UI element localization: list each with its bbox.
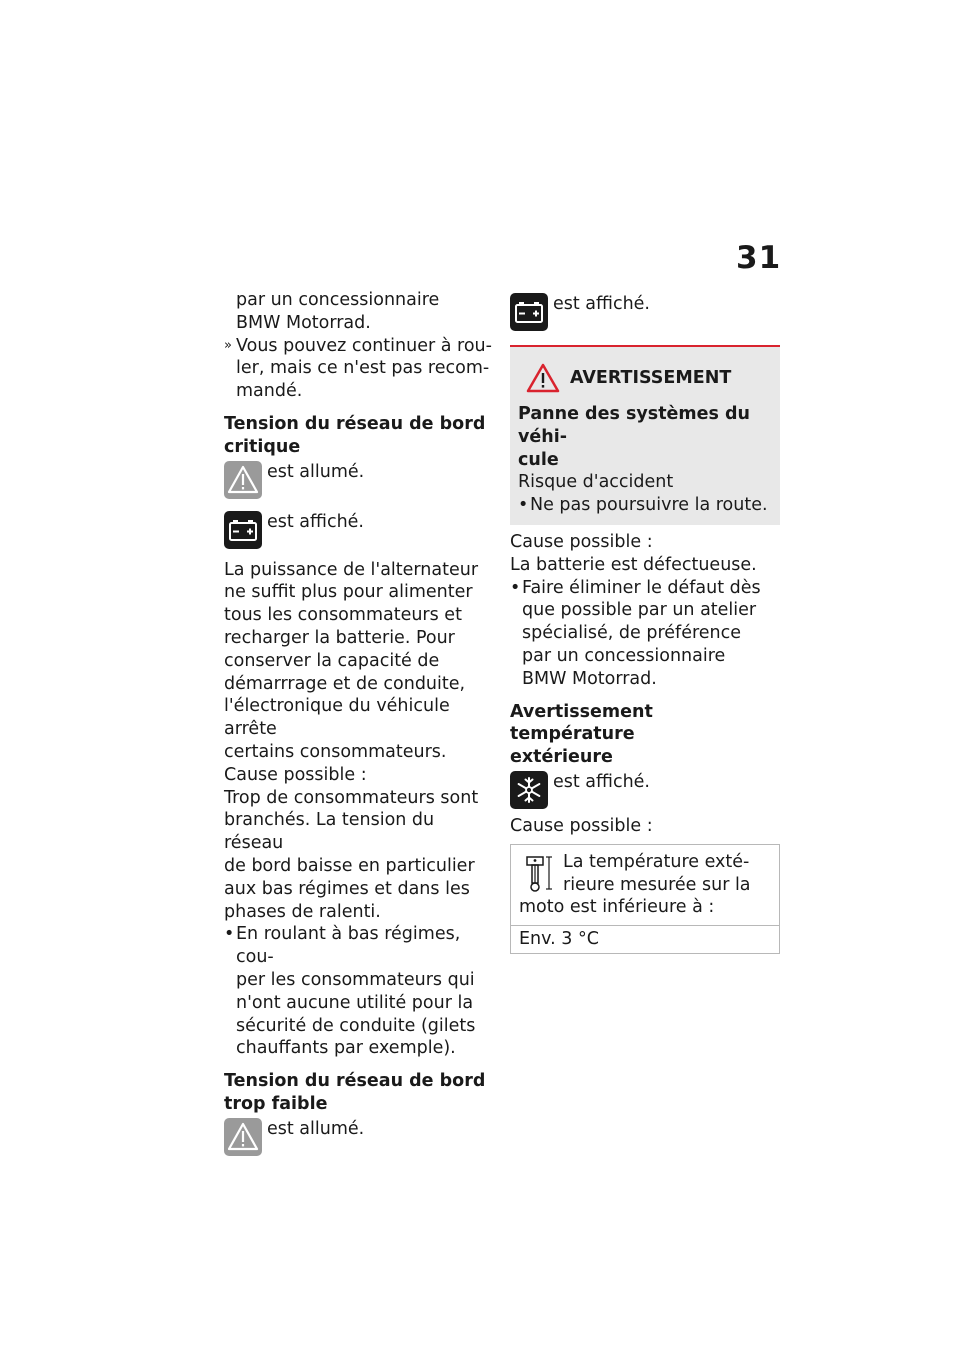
warning-subject-line: Panne des systèmes du véhi- [518, 404, 751, 447]
warning-title [518, 363, 772, 393]
paragraph-line: aux bas régimes et dans les [224, 878, 470, 899]
section-heading-low-voltage [224, 1070, 492, 1116]
temperature-value: Env. 3 °C [519, 929, 599, 950]
explanation-paragraph [224, 559, 492, 764]
result-item [224, 335, 492, 403]
heading-line: Tension du réseau de bord [224, 413, 486, 434]
section-heading-outside-temperature [510, 701, 780, 769]
indicator-text: est allumé. [267, 1118, 365, 1139]
action-bullet [224, 923, 492, 1060]
continued-text-line: BMW Motorrad. [236, 312, 371, 333]
bullet-line: n'ont aucune utilité pour la [236, 992, 474, 1013]
general-warning-light-icon [224, 1118, 262, 1156]
cause-label: Cause possible : [510, 815, 653, 836]
battery-warning-icon [224, 511, 262, 549]
indicator-row [224, 1118, 492, 1156]
frost-warning-icon [510, 771, 548, 809]
bullet-line: BMW Motorrad. [522, 668, 657, 689]
action-bullet [510, 577, 780, 691]
bullet-line: Ne pas poursuivre la route. [530, 495, 768, 516]
indicator-row [224, 511, 492, 549]
indicator-row [224, 461, 492, 499]
heading-line: Avertissement température [510, 701, 653, 745]
cause-label: Cause possible : [510, 531, 653, 552]
temperature-table [510, 844, 780, 954]
paragraph-line: recharger la batterie. Pour [224, 627, 455, 648]
paragraph-line: La puissance de l'alternateur [224, 559, 479, 580]
paragraph-line: certains consommateurs. [224, 741, 447, 762]
paragraph-line: phases de ralenti. [224, 901, 381, 922]
warning-title-text: AVERTISSEMENT [570, 367, 732, 388]
heading-line: Tension du réseau de bord [224, 1071, 486, 1092]
bullet-line: Faire éliminer le défaut dès [522, 577, 761, 598]
warning-subject-line: cule [518, 449, 559, 470]
indicator-row [510, 293, 780, 331]
heading-line: extérieure [510, 747, 613, 768]
bullet-line: per les consommateurs qui [236, 969, 475, 990]
thermometer-icon [519, 853, 555, 893]
left-column [224, 289, 492, 1156]
result-line: ler, mais ce n'est pas recom- [236, 358, 490, 379]
indicator-text: est affiché. [553, 294, 650, 314]
paragraph-line: tous les consommateurs et [224, 605, 462, 626]
bullet-line: que possible par un atelier [522, 600, 757, 621]
table-line: La température exté- [563, 851, 750, 872]
battery-warning-icon [510, 293, 548, 331]
bullet-dot-icon: • [518, 495, 529, 516]
paragraph-line: ne suffit plus pour alimenter [224, 582, 473, 603]
table-description-cell [511, 845, 779, 925]
warning-box [510, 345, 780, 525]
bullet-dot-icon: • [510, 577, 521, 598]
table-line: moto est inférieure à : [519, 897, 715, 918]
page-number: 31 [736, 240, 782, 276]
result-line: mandé. [236, 381, 303, 402]
bullet-dot-icon: • [224, 924, 235, 945]
paragraph-line: démarrrage et de conduite, [224, 673, 466, 694]
section-heading-critical-voltage [224, 413, 492, 459]
indicator-text: est affiché. [267, 511, 364, 532]
cause-text: La batterie est défectueuse. [510, 554, 757, 575]
indicator-row [510, 771, 780, 809]
result-line: Vous pouvez continuer à rou- [236, 335, 492, 356]
warning-triangle-icon [526, 363, 560, 393]
bullet-line: par un concessionnaire [522, 645, 726, 666]
bullet-line: chauffants par exemple). [236, 1038, 456, 1059]
paragraph-line: de bord baisse en particulier [224, 855, 475, 876]
table-value-cell [511, 925, 779, 953]
indicator-text: est allumé. [267, 461, 365, 482]
paragraph-line: branchés. La tension du réseau [224, 810, 435, 854]
heading-line: trop faible [224, 1093, 328, 1114]
bullet-line: En roulant à bas régimes, cou- [236, 924, 461, 968]
general-warning-light-icon [224, 461, 262, 499]
right-column [510, 289, 780, 954]
table-line: rieure mesurée sur la [563, 874, 751, 895]
continued-text-line: par un concessionnaire [236, 290, 440, 310]
heading-line: critique [224, 436, 301, 457]
paragraph-line: l'électronique du véhicule arrête [224, 696, 450, 740]
warning-bullet [518, 494, 772, 517]
double-chevron-icon: » [224, 337, 232, 353]
cause-paragraph [224, 787, 492, 924]
bullet-line: spécialisé, de préférence [522, 623, 742, 644]
cause-label: Cause possible : [224, 764, 367, 785]
bullet-line: sécurité de conduite (gilets [236, 1015, 476, 1036]
warning-risk: Risque d'accident [518, 472, 674, 493]
paragraph-line: conserver la capacité de [224, 650, 440, 671]
paragraph-line: Trop de consommateurs sont [224, 787, 479, 808]
indicator-text: est affiché. [553, 771, 650, 792]
